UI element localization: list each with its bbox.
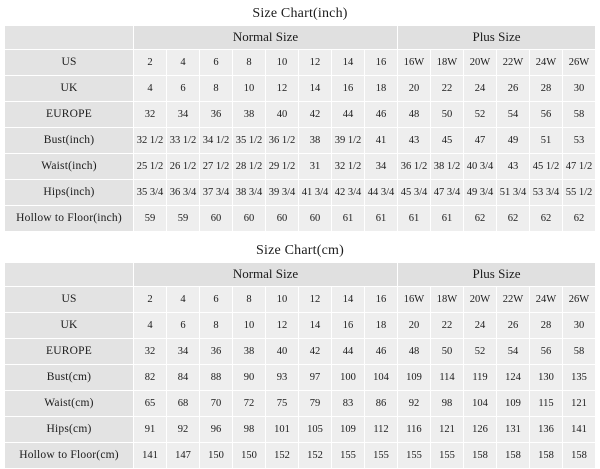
cell: 38 — [233, 339, 266, 365]
table-row — [5, 180, 596, 206]
row-label-us: US — [5, 287, 134, 313]
cell: 109 — [398, 365, 431, 391]
cell: 104 — [464, 391, 497, 417]
cell: 35 1/2 — [233, 128, 266, 154]
cell: 92 — [167, 417, 200, 443]
cell: 88 — [200, 365, 233, 391]
cell: 38 3/4 — [233, 180, 266, 206]
cell: 152 — [299, 443, 332, 469]
cell: 31 — [299, 154, 332, 180]
group-header-blank — [5, 26, 134, 50]
cell: 8 — [233, 287, 266, 313]
cell: 32 1/2 — [134, 128, 167, 154]
cell: 45 — [431, 128, 464, 154]
cell: 62 — [530, 206, 563, 232]
row-label-waist: Waist(cm) — [5, 391, 134, 417]
cell: 105 — [299, 417, 332, 443]
row-label-uk: UK — [5, 313, 134, 339]
cell: 30 — [563, 313, 596, 339]
cell: 12 — [299, 287, 332, 313]
cell: 56 — [530, 339, 563, 365]
cell: 16 — [365, 287, 398, 313]
table-row — [5, 76, 596, 102]
table-row — [5, 313, 596, 339]
cell: 42 3/4 — [332, 180, 365, 206]
cell: 47 3/4 — [431, 180, 464, 206]
cell: 90 — [233, 365, 266, 391]
cell: 86 — [365, 391, 398, 417]
cell: 91 — [134, 417, 167, 443]
cell: 26W — [563, 287, 596, 313]
size-table-cm — [4, 262, 596, 469]
cell: 61 — [398, 206, 431, 232]
cell: 46 — [365, 339, 398, 365]
cell: 34 — [365, 154, 398, 180]
cell: 41 3/4 — [299, 180, 332, 206]
cell: 121 — [431, 417, 464, 443]
cell: 155 — [398, 443, 431, 469]
cell: 158 — [563, 443, 596, 469]
cell: 121 — [563, 391, 596, 417]
table-row — [5, 417, 596, 443]
cell: 60 — [200, 206, 233, 232]
row-label-hips: Hips(cm) — [5, 417, 134, 443]
cell: 43 — [497, 154, 530, 180]
cell: 83 — [332, 391, 365, 417]
chart-title-inch: Size Chart(inch) — [252, 6, 348, 21]
cell: 32 — [134, 339, 167, 365]
cell: 38 — [299, 128, 332, 154]
cell: 51 3/4 — [497, 180, 530, 206]
cell: 109 — [332, 417, 365, 443]
cell: 10 — [266, 287, 299, 313]
cell: 33 1/2 — [167, 128, 200, 154]
cell: 42 — [299, 102, 332, 128]
cell: 158 — [464, 443, 497, 469]
cell: 55 1/2 — [563, 180, 596, 206]
row-label-uk: UK — [5, 76, 134, 102]
cell: 20 — [398, 76, 431, 102]
group-header-row — [5, 26, 596, 50]
cell: 44 — [332, 102, 365, 128]
cell: 24W — [530, 287, 563, 313]
cell: 54 — [497, 102, 530, 128]
group-header-normal: Normal Size — [134, 263, 398, 287]
cell: 44 — [332, 339, 365, 365]
cell: 79 — [299, 391, 332, 417]
cell: 30 — [563, 76, 596, 102]
cell: 93 — [266, 365, 299, 391]
cell: 150 — [200, 443, 233, 469]
cell: 47 — [464, 128, 497, 154]
cell: 158 — [530, 443, 563, 469]
cell: 46 — [365, 102, 398, 128]
cell: 6 — [167, 76, 200, 102]
cell: 96 — [200, 417, 233, 443]
cell: 34 1/2 — [200, 128, 233, 154]
cell: 38 — [233, 102, 266, 128]
cell: 62 — [563, 206, 596, 232]
cell: 62 — [464, 206, 497, 232]
cell: 10 — [266, 50, 299, 76]
cell: 61 — [332, 206, 365, 232]
cell: 42 — [299, 339, 332, 365]
cell: 58 — [563, 102, 596, 128]
size-table-inch — [4, 25, 596, 232]
cell: 82 — [134, 365, 167, 391]
size-chart-inch — [4, 4, 596, 232]
cell: 50 — [431, 102, 464, 128]
cell: 36 1/2 — [398, 154, 431, 180]
row-label-hollow-to-floor: Hollow to Floor(inch) — [5, 206, 134, 232]
cell: 2 — [134, 287, 167, 313]
size-chart-cm — [4, 241, 596, 469]
cell: 2 — [134, 50, 167, 76]
cell: 59 — [167, 206, 200, 232]
cell: 8 — [233, 50, 266, 76]
cell: 72 — [233, 391, 266, 417]
cell: 130 — [530, 365, 563, 391]
cell: 40 — [266, 102, 299, 128]
cell: 92 — [398, 391, 431, 417]
cell: 40 — [266, 339, 299, 365]
cell: 50 — [431, 339, 464, 365]
cell: 59 — [134, 206, 167, 232]
row-label-hollow-to-floor: Hollow to Floor(cm) — [5, 443, 134, 469]
cell: 135 — [563, 365, 596, 391]
cell: 48 — [398, 102, 431, 128]
cell: 14 — [332, 50, 365, 76]
cell: 10 — [233, 313, 266, 339]
cell: 44 3/4 — [365, 180, 398, 206]
cell: 4 — [134, 313, 167, 339]
cell: 24 — [464, 76, 497, 102]
cell: 98 — [431, 391, 464, 417]
cell: 116 — [398, 417, 431, 443]
cell: 158 — [497, 443, 530, 469]
cell: 52 — [464, 339, 497, 365]
group-header-blank — [5, 263, 134, 287]
cell: 61 — [365, 206, 398, 232]
row-label-hips: Hips(inch) — [5, 180, 134, 206]
cell: 24 — [464, 313, 497, 339]
cell: 14 — [299, 76, 332, 102]
table-row — [5, 391, 596, 417]
cell: 124 — [497, 365, 530, 391]
table-row — [5, 443, 596, 469]
cell: 126 — [464, 417, 497, 443]
cell: 20W — [464, 50, 497, 76]
cell: 34 — [167, 102, 200, 128]
cell: 25 1/2 — [134, 154, 167, 180]
cell: 62 — [497, 206, 530, 232]
cell: 40 3/4 — [464, 154, 497, 180]
cell: 65 — [134, 391, 167, 417]
cell: 16 — [332, 76, 365, 102]
cell: 16 — [332, 313, 365, 339]
cell: 119 — [464, 365, 497, 391]
cell: 52 — [464, 102, 497, 128]
cell: 22 — [431, 313, 464, 339]
cell: 28 — [530, 313, 563, 339]
cell: 115 — [530, 391, 563, 417]
cell: 60 — [266, 206, 299, 232]
cell: 53 — [563, 128, 596, 154]
table-row — [5, 365, 596, 391]
cell: 131 — [497, 417, 530, 443]
row-label-europe: EUROPE — [5, 339, 134, 365]
cell: 45 1/2 — [530, 154, 563, 180]
cell: 98 — [233, 417, 266, 443]
cell: 56 — [530, 102, 563, 128]
row-label-waist: Waist(inch) — [5, 154, 134, 180]
cell: 18 — [365, 76, 398, 102]
cell: 38 1/2 — [431, 154, 464, 180]
cell: 22W — [497, 287, 530, 313]
cell: 152 — [266, 443, 299, 469]
cell: 16W — [398, 287, 431, 313]
row-label-bust: Bust(inch) — [5, 128, 134, 154]
cell: 26 — [497, 313, 530, 339]
cell: 101 — [266, 417, 299, 443]
cell: 26 1/2 — [167, 154, 200, 180]
cell: 150 — [233, 443, 266, 469]
table-row — [5, 339, 596, 365]
cell: 35 3/4 — [134, 180, 167, 206]
cell: 6 — [200, 287, 233, 313]
cell: 41 — [365, 128, 398, 154]
chart-title-cm: Size Chart(cm) — [256, 243, 344, 258]
cell: 12 — [266, 76, 299, 102]
cell: 104 — [365, 365, 398, 391]
cell: 4 — [134, 76, 167, 102]
cell: 20 — [398, 313, 431, 339]
cell: 27 1/2 — [200, 154, 233, 180]
cell: 61 — [431, 206, 464, 232]
table-row — [5, 154, 596, 180]
table-row — [5, 128, 596, 154]
cell: 84 — [167, 365, 200, 391]
cell: 14 — [332, 287, 365, 313]
cell: 22 — [431, 76, 464, 102]
cell: 6 — [167, 313, 200, 339]
cell: 28 — [530, 76, 563, 102]
cell: 24W — [530, 50, 563, 76]
cell: 155 — [365, 443, 398, 469]
cell: 114 — [431, 365, 464, 391]
row-label-us: US — [5, 50, 134, 76]
cell: 109 — [497, 391, 530, 417]
cell: 54 — [497, 339, 530, 365]
cell: 12 — [299, 50, 332, 76]
table-row — [5, 206, 596, 232]
cell: 4 — [167, 287, 200, 313]
table-row — [5, 102, 596, 128]
cell: 36 — [200, 339, 233, 365]
cell: 68 — [167, 391, 200, 417]
cell: 39 1/2 — [332, 128, 365, 154]
group-header-plus: Plus Size — [398, 26, 596, 50]
cell: 155 — [332, 443, 365, 469]
cell: 16W — [398, 50, 431, 76]
cell: 49 — [497, 128, 530, 154]
cell: 147 — [167, 443, 200, 469]
cell: 70 — [200, 391, 233, 417]
cell: 100 — [332, 365, 365, 391]
cell: 10 — [233, 76, 266, 102]
cell: 32 1/2 — [332, 154, 365, 180]
table-row — [5, 287, 596, 313]
cell: 4 — [167, 50, 200, 76]
cell: 58 — [563, 339, 596, 365]
cell: 34 — [167, 339, 200, 365]
cell: 20W — [464, 287, 497, 313]
cell: 155 — [431, 443, 464, 469]
group-header-normal: Normal Size — [134, 26, 398, 50]
cell: 29 1/2 — [266, 154, 299, 180]
group-header-plus: Plus Size — [398, 263, 596, 287]
cell: 53 3/4 — [530, 180, 563, 206]
cell: 75 — [266, 391, 299, 417]
cell: 8 — [200, 76, 233, 102]
row-label-bust: Bust(cm) — [5, 365, 134, 391]
cell: 45 3/4 — [398, 180, 431, 206]
cell: 112 — [365, 417, 398, 443]
cell: 39 3/4 — [266, 180, 299, 206]
cell: 36 1/2 — [266, 128, 299, 154]
cell: 26 — [497, 76, 530, 102]
cell: 60 — [299, 206, 332, 232]
cell: 43 — [398, 128, 431, 154]
cell: 6 — [200, 50, 233, 76]
cell: 49 3/4 — [464, 180, 497, 206]
cell: 14 — [299, 313, 332, 339]
cell: 51 — [530, 128, 563, 154]
row-label-europe: EUROPE — [5, 102, 134, 128]
cell: 16 — [365, 50, 398, 76]
cell: 18 — [365, 313, 398, 339]
group-header-row — [5, 263, 596, 287]
cell: 26W — [563, 50, 596, 76]
cell: 18W — [431, 287, 464, 313]
cell: 60 — [233, 206, 266, 232]
cell: 18W — [431, 50, 464, 76]
cell: 37 3/4 — [200, 180, 233, 206]
cell: 12 — [266, 313, 299, 339]
cell: 141 — [563, 417, 596, 443]
cell: 47 1/2 — [563, 154, 596, 180]
cell: 48 — [398, 339, 431, 365]
cell: 8 — [200, 313, 233, 339]
cell: 32 — [134, 102, 167, 128]
table-row — [5, 50, 596, 76]
cell: 28 1/2 — [233, 154, 266, 180]
cell: 36 — [200, 102, 233, 128]
cell: 141 — [134, 443, 167, 469]
cell: 36 3/4 — [167, 180, 200, 206]
cell: 97 — [299, 365, 332, 391]
cell: 22W — [497, 50, 530, 76]
cell: 136 — [530, 417, 563, 443]
